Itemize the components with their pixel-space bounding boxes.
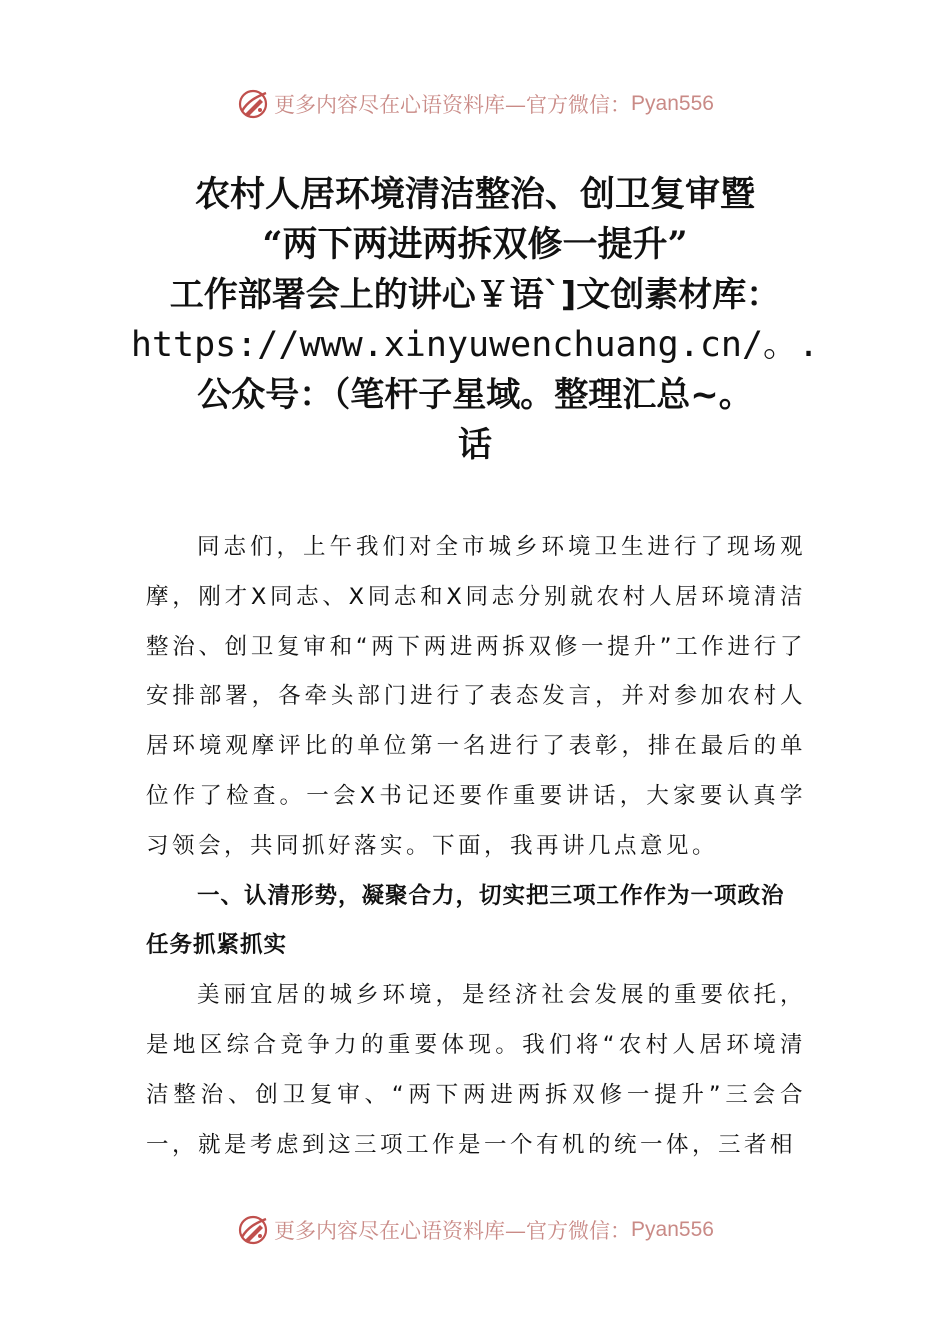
- banner-text: 更多内容尽在心语资料库—官方微信：: [274, 93, 632, 117]
- title-line-2: “两下两进两拆双修一提升”: [262, 224, 688, 265]
- section-heading-1: 一、认清形势，凝聚合力，切实把三项工作作为一项政治任务抓紧抓实: [146, 882, 785, 959]
- title-line-3: 工作部署会上的讲心￥语`]文创素材库：: [169, 275, 781, 315]
- title-line-1: 农村人居环境清洁整治、创卫复审暨: [194, 174, 755, 215]
- pen-logo-icon: [236, 1213, 270, 1247]
- header-banner: [0, 84, 950, 124]
- document-title: [0, 170, 950, 470]
- title-line-6: 话: [458, 425, 492, 465]
- footer-banner: [0, 1210, 950, 1250]
- banner-handle: Pyan556: [631, 92, 714, 115]
- paragraph-section-1: 美丽宜居的城乡环境，是经济社会发展的重要依托，是地区综合竞争力的重要体现。我们将“农村人居环境清洁整治、创卫复审、“两下两进两拆双修一提升”三会合一，就是考虑到这三项工作是一个有机的统一体，三者相: [146, 982, 806, 1158]
- paragraph-intro: 同志们，上午我们对全市城乡环境卫生进行了现场观摩，刚才X同志、X同志和X同志分别就农村人居环境清洁整治、创卫复审和“两下两进两拆双修一提升”工作进行了安排部署，各牵头部门进行了表态发言，并对参加农村人居环境观摩评比的单位第一名进行了表彰，排在最后的单位作了检查。一会X书记还要作重要讲话，大家要认真学习领会，共同抓好落实。下面，我再讲几点意见。: [146, 534, 806, 859]
- title-line-url: https://www.xinyuwenchuang.cn/。.: [130, 325, 820, 365]
- banner-handle: Pyan556: [631, 1218, 714, 1241]
- document-body: [146, 523, 806, 1170]
- banner-text: 更多内容尽在心语资料库—官方微信：: [274, 1219, 632, 1243]
- title-line-5: 公众号：（笔杆子星域。整理汇总~。: [197, 375, 753, 415]
- pen-logo-icon: [236, 87, 270, 121]
